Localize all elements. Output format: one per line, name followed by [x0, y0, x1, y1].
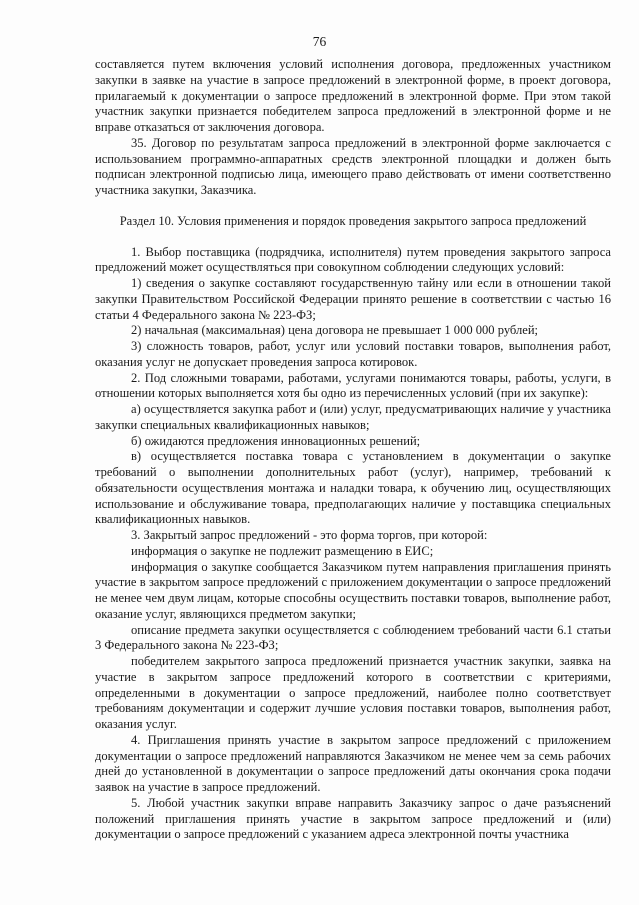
page-number: 76: [312, 34, 327, 49]
paragraph: информация о закупке сообщается Заказчиком путем направления приглашения принять участие в закрытом запросе предложений с приложением документации о запросе предложений не менее чем двум лицам, которые способны осуществить поставки товаров, выполнение работ, оказание услуг, являющихся предметом закупки;: [95, 559, 611, 621]
paragraph: составляется путем включения условий исполнения договора, предложенных участником закупки в заявке на участие в запросе предложений в электронной форме, в проект договора, прилагаемый к документации о запросе предложений в электронной форме. При этом такой участник закупки признается победителем запроса предложений в электронной форме и не вправе отказаться от заключения договора.: [95, 57, 611, 134]
paragraph: 4. Приглашения принять участие в закрытом запросе предложений с приложением документации о запросе предложений направляются Заказчиком не менее чем за семь рабочих дней до установленной в документации о запросе предложений даты окончания срока подачи заявок на участие в запросе предложений.: [95, 732, 611, 794]
paragraph: информация о закупке не подлежит размещению в ЕИС;: [131, 543, 434, 558]
document-body: [95, 57, 611, 843]
paragraph: описание предмета закупки осуществляется с соблюдением требований части 6.1 статьи 3 Федерального закона № 223-ФЗ;: [95, 622, 611, 653]
paragraph: 1) сведения о закупке составляют государственную тайну или если в отношении такой закупки Правительством Российской Федерации принято решение в соответствии с частью 16 статьи 4 Федерального закона № 223-ФЗ;: [95, 276, 611, 322]
paragraph: 3. Закрытый запрос предложений - это форма торгов, при которой:: [131, 528, 488, 542]
paragraph: 2) начальная (максимальная) цена договора не превышает 1 000 000 рублей;: [131, 323, 539, 338]
paragraph: 3) сложность товаров, работ, услуг или условий поставки товаров, выполнения работ, оказания услуг не допускает проведения запроса котировок.: [95, 339, 611, 369]
paragraph: 5. Любой участник закупки вправе направить Заказчику запрос о даче разъяснений положений приглашения принять участие в закрытом запросе предложений и (или) документации о запросе предложений с указанием адреса электронной почты участника: [95, 795, 611, 842]
paragraph: б) ожидаются предложения инновационных решений;: [131, 433, 421, 448]
paragraph: в) осуществляется поставка товара с установлением в документации о закупке требований о выполнении дополнительных работ (услуг), например, требований к обязательности осуществления монтажа и наладки товара, к обучению лиц, осуществляющих использование и обслуживание товара, предполагающих наличие у поставщика специальных квалификационных навыков.: [95, 449, 611, 527]
paragraph: 35. Договор по результатам запроса предложений в электронной форме заключается с использованием программно-аппаратных средств электронной площадки и должен быть подписан электронной подписью лица, имеющего право действовать от имени соответственно участника закупки, Заказчика.: [95, 135, 611, 197]
paragraph: победителем закрытого запроса предложений признается участник закупки, заявка на участие в закрытом запросе предложений которого в соответствии с критериями, определенными в документации о запросе предложений, наиболее полно соответствует требованиям документации и содержит лучшие условия поставки товаров, выполнения работ, оказания услуг.: [95, 654, 611, 731]
paragraph: 2. Под сложными товарами, работами, услугами понимаются товары, работы, услуги, в отношении которых выполняется хотя бы одно из перечисленных условий (при их закупке):: [95, 370, 611, 401]
section-heading: Раздел 10. Условия применения и порядок проведения закрытого запроса предложений: [119, 213, 587, 228]
paragraph: а) осуществляется закупка работ и (или) услуг, предусматривающих наличие у участника закупки специальных квалификационных навыков;: [95, 402, 611, 432]
paragraph: 1. Выбор поставщика (подрядчика, исполнителя) путем проведения закрытого запроса предложений может осуществляться при совокупном соблюдении следующих условий:: [95, 244, 611, 275]
